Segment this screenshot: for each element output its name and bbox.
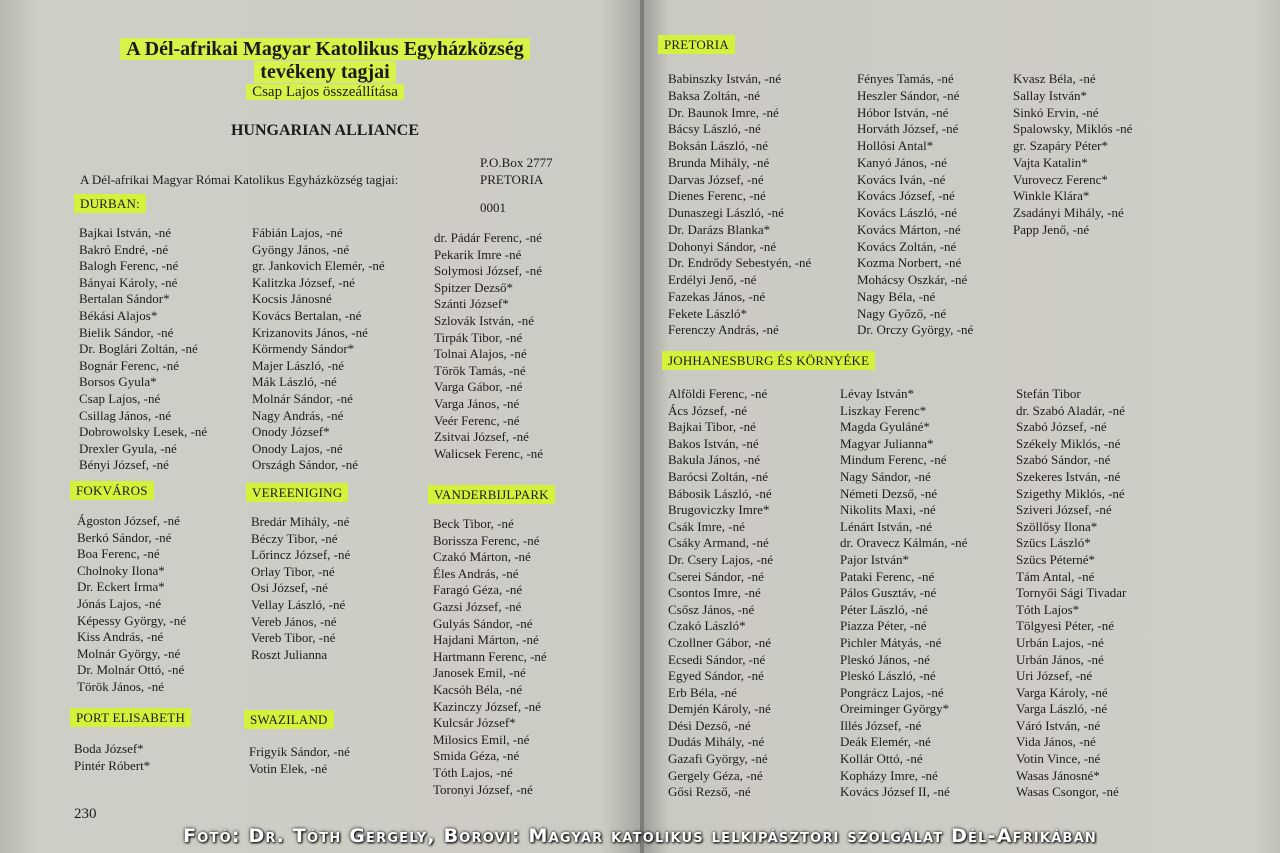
member-name: Nikolits Maxi, -né (840, 502, 936, 518)
member-name: Liszkay Ferenc* (840, 402, 927, 418)
fokvaros-list (77, 513, 186, 696)
member-name: Nagy András, -né (252, 407, 344, 423)
member-name: Berkó Sándor, -né (77, 529, 172, 545)
member-name: Gazsi József, -né (433, 598, 522, 614)
member-name: Onody József* (252, 424, 330, 440)
member-name: Dr. Molnár Ottó, -né (77, 662, 185, 678)
city: PRETORIA (480, 172, 544, 187)
member-name: Lévay István* (840, 386, 915, 401)
swaziland-list (249, 744, 350, 777)
member-name: Brugoviczky Imre* (668, 502, 770, 518)
member-name: Sinkó Ervin, -né (1013, 104, 1099, 120)
organization-name: HUNGARIAN ALLIANCE (230, 122, 420, 139)
member-name: Osi József, -né (251, 580, 328, 596)
member-name: Deák Elemér, -né (840, 734, 931, 750)
member-name: Sallay István* (1013, 87, 1088, 103)
member-name: Németi Dezső, -né (840, 485, 938, 501)
member-name: Vereb János, -né (251, 613, 337, 629)
member-name: Jónás Lajos, -né (77, 595, 162, 611)
member-name: Kovács József, -né (857, 188, 955, 204)
member-name: Wasas Csongor, -né (1016, 784, 1119, 800)
member-name: Nagy Győző, -né (857, 305, 947, 321)
section-heading-durban: DURBAN: (74, 196, 146, 212)
member-name: Török János, -né (77, 678, 165, 694)
member-name: Balogh Ferenc, -né (79, 258, 179, 274)
member-name: Bényi József, -né (79, 457, 169, 473)
member-name: Mák László, -né (252, 374, 337, 390)
member-name: Cserei Sándor, -né (668, 568, 764, 584)
member-name: Hartmann Ferenc, -né (433, 648, 547, 664)
member-name: Kovács Iván, -né (857, 171, 946, 187)
member-name: Roszt Julianna (251, 646, 328, 662)
member-name: Czakó László* (668, 618, 746, 634)
durban-list-col3 (434, 230, 543, 462)
postcode: 0001 (480, 200, 506, 215)
member-name: Dr. Boglári Zoltán, -né (79, 341, 198, 357)
member-name: Kanyó János, -né (857, 154, 947, 170)
member-name: Dudás Mihály, -né (668, 734, 765, 750)
member-name: Czollner Gábor, -né (668, 634, 772, 650)
member-name: Ferenczy András, -né (668, 322, 779, 338)
member-name: Kulcsár József* (433, 715, 516, 731)
member-name: Gergely Géza, -né (668, 767, 763, 783)
member-name: Kovács Zoltán, -né (857, 238, 957, 254)
durban-list-col1 (79, 225, 207, 474)
johannesburg-list-col3 (1016, 386, 1126, 801)
member-name: Bielik Sándor, -né (79, 324, 174, 340)
vanderbijlpark-list (433, 516, 547, 798)
member-name: Országh Sándor, -né (252, 457, 358, 473)
member-name: Orlay Tibor, -né (251, 563, 335, 579)
member-name: Molnár Sándor, -né (252, 390, 353, 406)
member-name: Dr. Orczy György, -né (857, 322, 974, 338)
member-name: Milosics Emil, -né (433, 731, 530, 747)
member-name: Kocsis Jánosné (252, 291, 332, 307)
member-name: Oreiminger György* (840, 701, 950, 717)
member-name: Dr. Csery Lajos, -né (668, 551, 774, 567)
member-name: Szigethy Miklós, -né (1016, 485, 1125, 501)
member-name: Vida János, -né (1016, 734, 1096, 750)
pretoria-list-col1 (668, 71, 811, 339)
member-name: Magda Gyuláné* (840, 419, 930, 435)
member-name: Dohonyi Sándor, -né (668, 238, 777, 254)
member-name: Smida Géza, -né (433, 748, 520, 764)
member-name: Nagy Sándor, -né (840, 468, 931, 484)
member-name: Spalowsky, Miklós -né (1013, 121, 1133, 137)
member-name: Kozma Norbert, -né (857, 255, 962, 271)
member-name: Békási Alajos* (79, 307, 158, 323)
member-name: Ács József, -né (668, 402, 748, 418)
member-name: Kopházy Imre, -né (840, 767, 938, 783)
member-name: Péter László, -né (840, 601, 928, 617)
member-name: Tám Antal, -né (1016, 568, 1095, 584)
member-name: Szánti József* (434, 296, 509, 312)
member-name: Fényes Tamás, -né (857, 71, 954, 86)
member-name: dr. Szabó Aladár, -né (1016, 402, 1125, 418)
member-name: Majer László, -né (252, 357, 345, 373)
member-name: Gősi Rezső, -né (668, 784, 751, 800)
member-name: Janosek Emil, -né (433, 665, 526, 681)
member-name: Tóth Lajos, -né (433, 764, 513, 780)
member-name: Hóbor István, -né (857, 104, 949, 120)
member-name: Fábián Lajos, -né (252, 225, 343, 240)
member-name: Drexler Gyula, -né (79, 440, 177, 456)
member-name: Bányai Károly, -né (79, 274, 178, 290)
member-name: Csősz János, -né (668, 601, 755, 617)
johannesburg-list-col2 (840, 386, 967, 801)
member-name: Urbán János, -né (1016, 651, 1104, 667)
member-name: Vajta Katalin* (1013, 154, 1088, 170)
member-name: Székely Miklós, -né (1016, 435, 1121, 451)
member-name: Papp Jenő, -né (1013, 221, 1090, 237)
member-name: Boa Ferenc, -né (77, 546, 160, 562)
member-name: Zsitvai József, -né (434, 429, 529, 445)
member-name: Erdélyi Jenő, -né (668, 272, 757, 287)
photo-credit-caption: Fotó: Dr. Tóth Gergely, Borovi: Magyar katolikus lelkipásztori szolgálat Dél-Afrikában (183, 825, 1097, 847)
member-name: Winkle Klára* (1013, 188, 1090, 204)
member-name: Vereb Tibor, -né (251, 630, 336, 646)
section-heading-fokvaros: FOKVÁROS (70, 483, 154, 499)
member-name: Bognár Ferenc, -né (79, 357, 179, 373)
durban-list-col2 (252, 225, 385, 474)
member-name: Béczy Tibor, -né (251, 530, 338, 546)
member-name: Dési Dezső, -né (668, 717, 751, 733)
member-name: Uri József, -né (1016, 668, 1093, 684)
member-name: Csák Imre, -né (668, 518, 745, 534)
member-name: Hollósi Antal* (857, 138, 934, 153)
member-name: Kovács József II, -né (840, 784, 950, 800)
member-name: Tolnai Alajos, -né (434, 346, 527, 362)
member-name: Török Tamás, -né (434, 362, 526, 378)
member-name: Körmendy Sándor* (252, 341, 355, 357)
member-name: Heszler Sándor, -né (857, 87, 960, 103)
section-heading-vereeniging: VEREENIGING (246, 485, 348, 501)
member-name: Pajor István* (840, 551, 909, 567)
member-name: Csáky Armand, -né (668, 535, 769, 551)
member-name: Onody Lajos, -né (252, 440, 343, 456)
member-name: Pleskó László, -né (840, 668, 936, 684)
member-name: Egyed Sándor, -né (668, 668, 764, 684)
member-name: Varga János, -né (434, 395, 520, 411)
member-name: Pintér Róbert* (74, 757, 151, 773)
member-name: Faragó Géza, -né (433, 582, 523, 598)
member-name: Pichler Mátyás, -né (840, 634, 942, 650)
member-name: Zsadányi Mihály, -né (1013, 205, 1124, 220)
member-name: Kovács Bertalan, -né (252, 307, 362, 323)
member-name: Szabó József, -né (1016, 419, 1107, 435)
member-name: dr. Pádár Ferenc, -né (434, 230, 542, 245)
member-name: Dr. Eckert Irma* (77, 579, 165, 595)
section-heading-johannesburg: JOHHANESBURG ÉS KÖRNYÉKE (662, 353, 875, 369)
member-name: Vurovecz Ferenc* (1013, 171, 1108, 187)
member-name: Tornyői Sági Tivadar (1016, 585, 1127, 601)
member-name: Szöllősy Ilona* (1016, 518, 1098, 534)
member-name: Brunda Mihály, -né (668, 154, 770, 170)
member-name: Molnár György, -né (77, 645, 181, 661)
johannesburg-list-col1 (668, 386, 773, 801)
member-name: Pálos Gusztáv, -né (840, 585, 937, 601)
compiler-credit: Csap Lajos összeállítása (90, 84, 560, 101)
member-name: Ágoston József, -né (77, 513, 180, 528)
member-name: Spitzer Dezső* (434, 279, 514, 295)
member-name: gr. Szapáry Péter* (1013, 138, 1108, 153)
member-name: Walicsek Ferenc, -né (434, 445, 544, 461)
po-box: P.O.Box 2777 (480, 155, 553, 170)
member-name: Szabó Sándor, -né (1016, 452, 1111, 468)
member-name: Ecsedi Sándor, -né (668, 651, 766, 667)
member-name: Éles András, -né (433, 565, 519, 581)
member-name: Vellay László, -né (251, 596, 346, 612)
section-heading-swaziland: SWAZILAND (244, 712, 334, 728)
member-name: Kollár Ottó, -né (840, 751, 923, 767)
member-name: Pleskó János, -né (840, 651, 930, 667)
member-name: Bábosik László, -né (668, 485, 772, 501)
member-name: Kalitzka József, -né (252, 274, 355, 290)
member-name: Fazekas János, -né (668, 288, 766, 304)
member-name: Dunaszegi László, -né (668, 205, 784, 220)
member-name: Gyöngy János, -né (252, 241, 350, 257)
member-name: Boksán László, -né (668, 138, 769, 153)
member-name: dr. Oravecz Kálmán, -né (840, 535, 968, 551)
section-heading-vanderbijlpark: VANDERBIJLPARK (428, 487, 555, 503)
vereeniging-list (251, 514, 350, 663)
member-name: Fekete László* (668, 305, 748, 321)
member-name: Varga Gábor, -né (434, 379, 523, 395)
member-name: Darvas József, -né (668, 171, 764, 187)
member-name: Toronyi József, -né (433, 781, 533, 797)
member-name: Varga Károly, -né (1016, 684, 1108, 700)
member-name: Krizanovits János, -né (252, 324, 368, 340)
member-name: Lénárt István, -né (840, 518, 933, 534)
member-name: Veér Ferenc, -né (434, 412, 520, 428)
member-name: Gulyás Sándor, -né (433, 615, 533, 631)
member-name: Borsos Gyula* (79, 374, 157, 390)
pretoria-list-col2 (857, 71, 973, 339)
page-number-left: 230 (74, 806, 97, 822)
member-name: Bertalan Sándor* (79, 291, 170, 307)
member-name: Kvasz Béla, -né (1013, 71, 1096, 86)
member-name: Cholnoky Ilona* (77, 562, 165, 578)
member-name: Votin Elek, -né (249, 760, 328, 776)
member-name: Bakula János, -né (668, 452, 761, 468)
section-heading-pretoria: PRETORIA (658, 37, 735, 53)
member-name: Váró István, -né (1016, 717, 1101, 733)
member-name: Dr. Endrődy Sebestyén, -né (668, 255, 812, 271)
member-name: Szlovák István, -né (434, 312, 535, 328)
member-name: Hajdani Márton, -né (433, 632, 539, 648)
member-name: Sziveri József, -né (1016, 502, 1112, 518)
member-name: Bajkai István, -né (79, 225, 172, 240)
member-name: Csillag János, -né (79, 407, 172, 423)
member-name: Votin Vince, -né (1016, 751, 1101, 767)
port-elisabeth-list (74, 741, 150, 774)
member-name: Kovács László, -né (857, 205, 957, 220)
page-title-line2: tevékeny tagjai (90, 61, 560, 83)
member-name: Varga László, -né (1016, 701, 1108, 717)
member-name: Frigyik Sándor, -né (249, 744, 350, 759)
member-name: Barócsi Zoltán, -né (668, 468, 768, 484)
member-name: Kiss András, -né (77, 629, 164, 645)
member-name: Szekeres István, -né (1016, 468, 1121, 484)
member-name: Dr. Darázs Blanka* (668, 221, 771, 237)
member-name: Lőrincz József, -né (251, 547, 351, 563)
member-name: Bakos István, -né (668, 435, 759, 451)
member-name: Magyar Julianna* (840, 435, 934, 451)
member-name: Bredár Mihály, -né (251, 514, 350, 529)
right-page (644, 0, 1280, 853)
member-name: Dienes Ferenc, -né (668, 188, 766, 204)
member-name: Czakó Márton, -né (433, 549, 531, 565)
member-name: Bakró Endré, -né (79, 241, 169, 257)
member-name: Csap Lajos, -né (79, 390, 161, 406)
member-name: Erb Béla, -né (668, 684, 737, 700)
section-heading-port-elisabeth: PORT ELISABETH (70, 710, 191, 726)
member-name: Dobrowolsky Lesek, -né (79, 424, 208, 440)
member-name: Dr. Baunok Imre, -né (668, 104, 779, 120)
member-name: Solymosi József, -né (434, 263, 542, 279)
member-name: Demjén Károly, -né (668, 701, 771, 717)
member-name: Pongrácz Lajos, -né (840, 684, 944, 700)
member-name: Beck Tibor, -né (433, 516, 514, 531)
member-name: Boda József* (74, 741, 144, 756)
member-name: Pekarik Imre -né (434, 246, 522, 262)
member-name: Borissza Ferenc, -né (433, 532, 540, 548)
address-label: A Dél-afrikai Magyar Római Katolikus Egyházközség tagjai: (80, 172, 399, 187)
member-name: Illés József, -né (840, 717, 922, 733)
member-name: Piazza Péter, -né (840, 618, 927, 634)
member-name: Nagy Béla, -né (857, 288, 936, 304)
member-name: Csontos Imre, -né (668, 585, 761, 601)
member-name: Babinszky István, -né (668, 71, 782, 86)
member-name: Képessy György, -né (77, 612, 187, 628)
member-name: gr. Jankovich Elemér, -né (252, 258, 385, 274)
member-name: Kazinczy József, -né (433, 698, 541, 714)
member-name: Mohácsy Oszkár, -né (857, 272, 968, 287)
pretoria-list-col3 (1013, 71, 1132, 239)
member-name: Pataki Ferenc, -né (840, 568, 935, 584)
member-name: Szücs László* (1016, 535, 1091, 551)
member-name: Kovács Márton, -né (857, 221, 961, 237)
member-name: Bajkai Tibor, -né (668, 419, 756, 435)
member-name: Kacsóh Béla, -né (433, 681, 523, 697)
member-name: Mindum Ferenc, -né (840, 452, 947, 468)
member-name: Baksa Zoltán, -né (668, 87, 761, 103)
page-title: A Dél-afrikai Magyar Katolikus Egyházközség (90, 38, 560, 60)
member-name: Urbán Lajos, -né (1016, 634, 1104, 650)
member-name: Horváth József, -né (857, 121, 959, 137)
member-name: Gazafi György, -né (668, 751, 768, 767)
member-name: Tóth Lajos* (1016, 601, 1080, 617)
member-name: Szücs Péterné* (1016, 551, 1096, 567)
member-name: Tirpák Tibor, -né (434, 329, 523, 345)
member-name: Stefán Tibor (1016, 386, 1081, 401)
member-name: Wasas Jánosné* (1016, 767, 1100, 783)
member-name: Bácsy László, -né (668, 121, 761, 137)
member-name: Tölgyesi Péter, -né (1016, 618, 1115, 634)
member-name: Alföldi Ferenc, -né (668, 386, 768, 401)
